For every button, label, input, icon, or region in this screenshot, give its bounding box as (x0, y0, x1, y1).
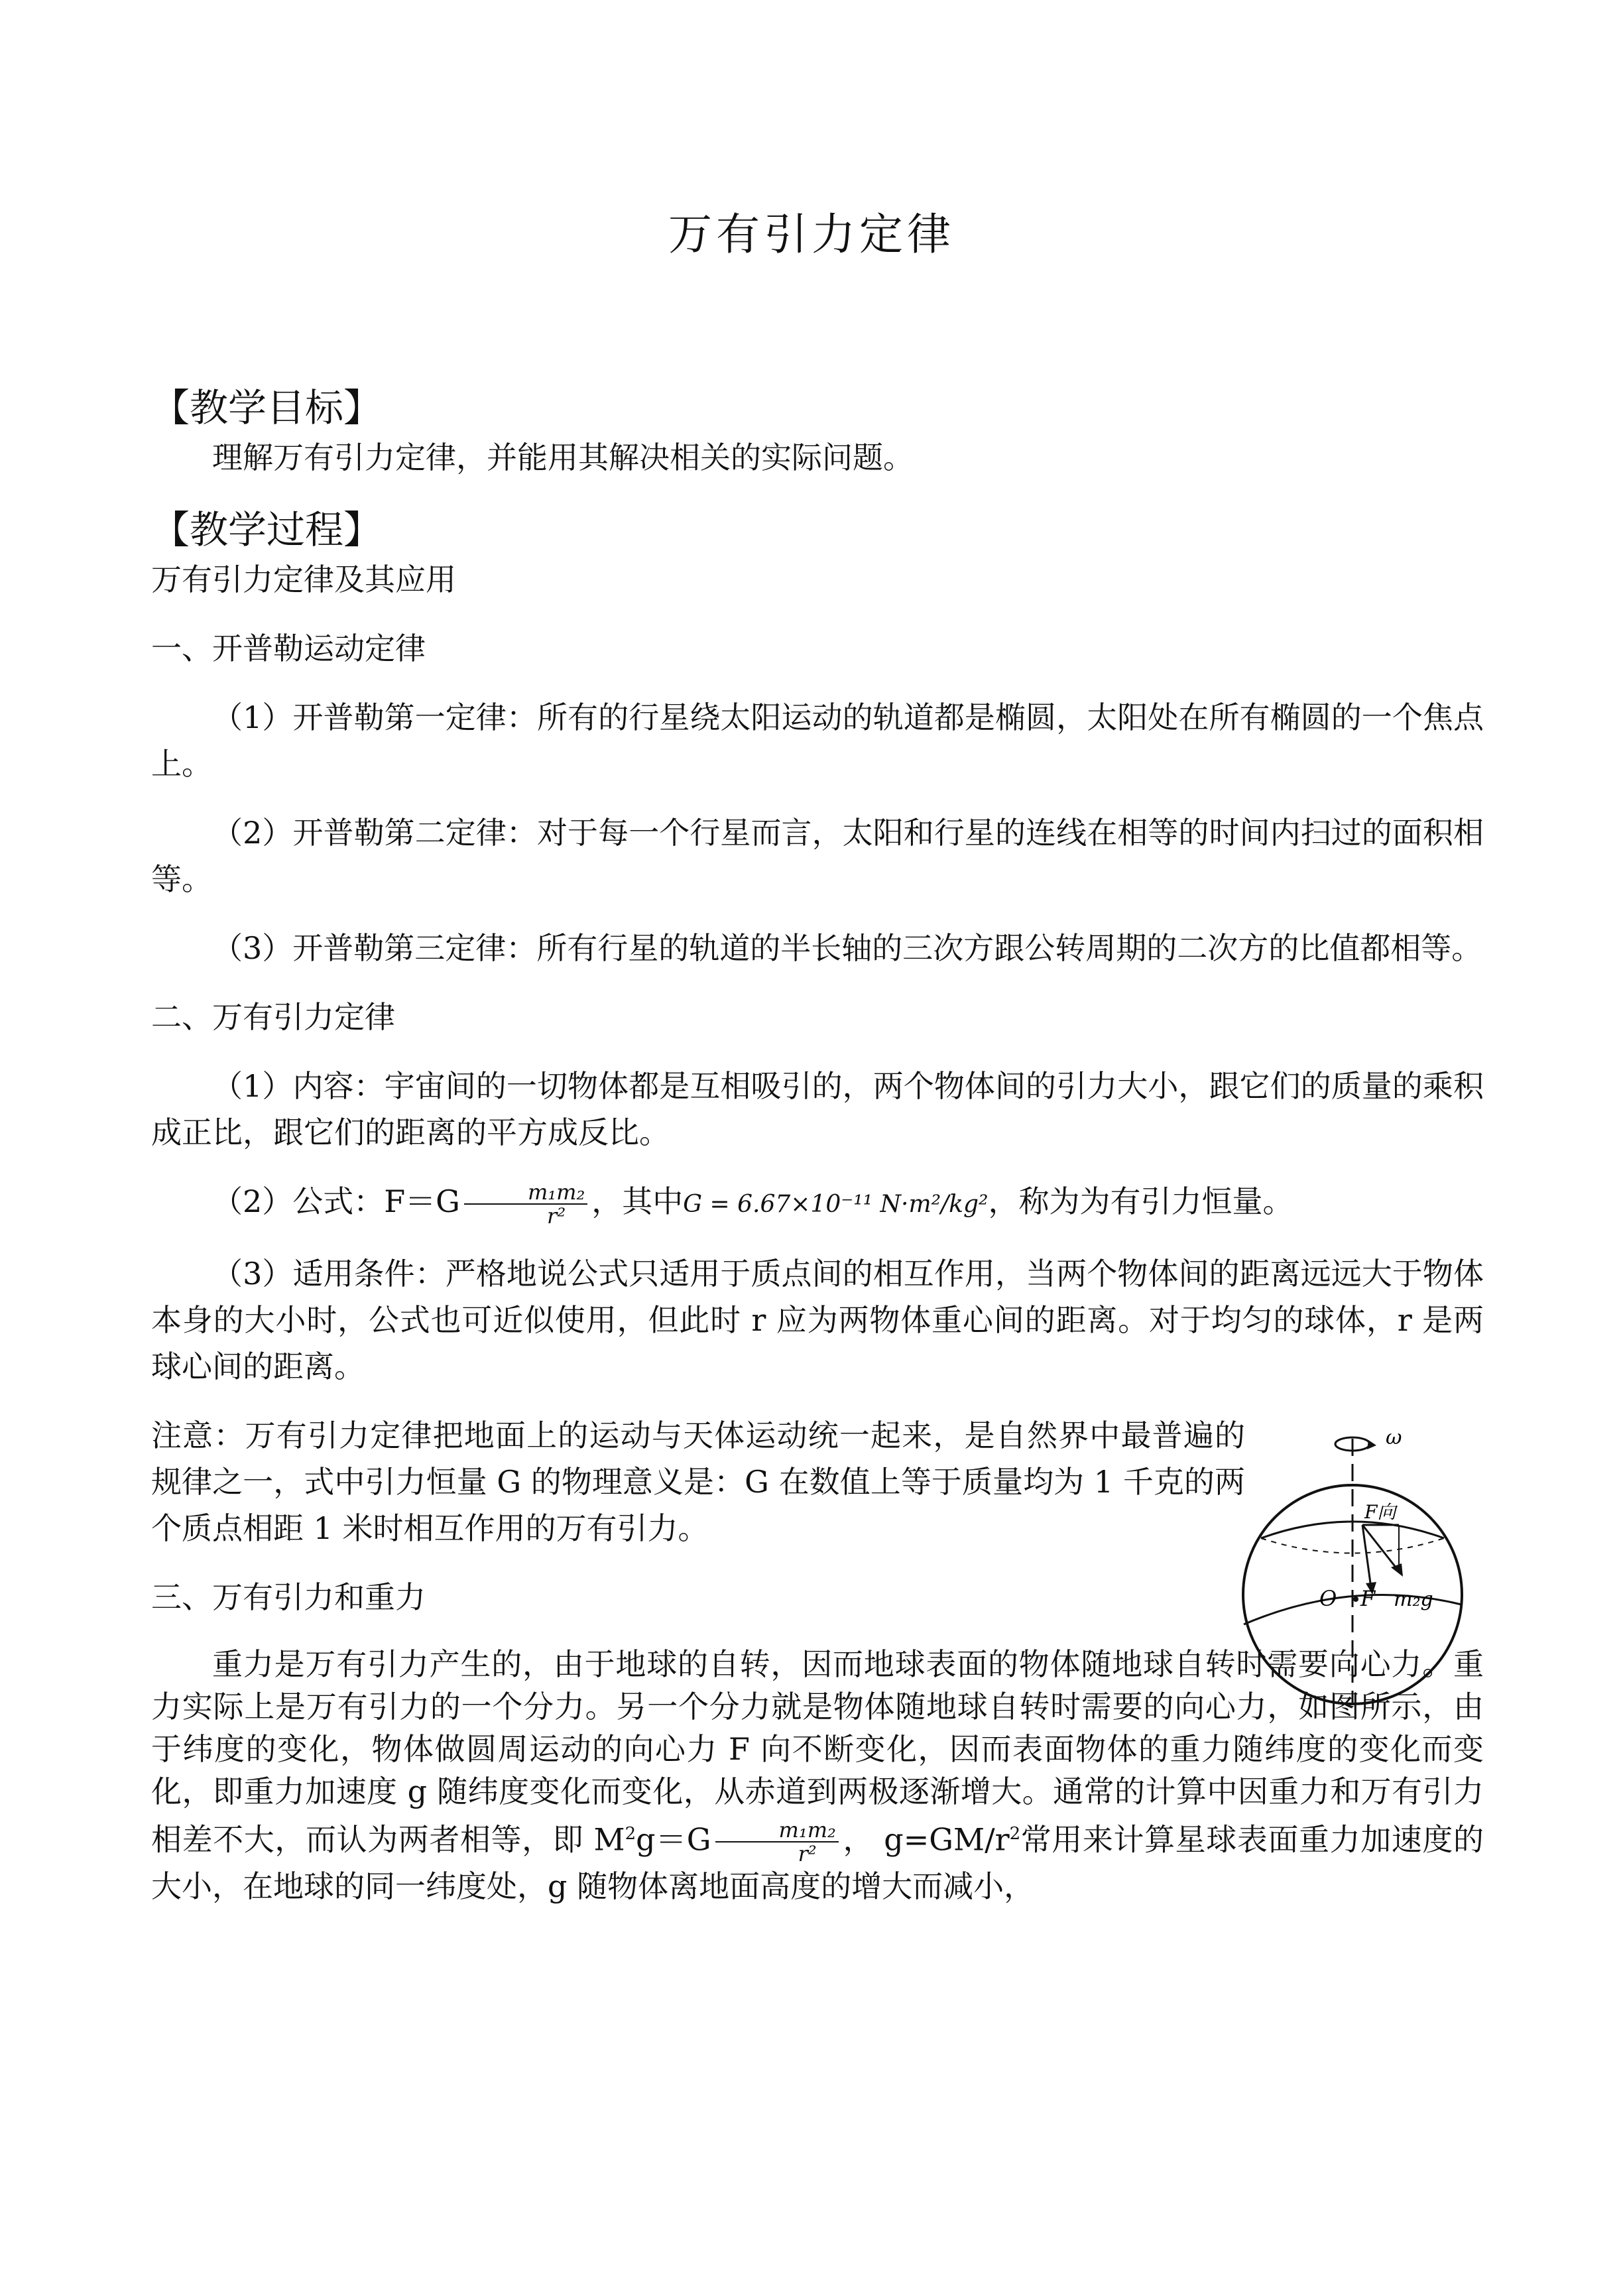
page-title: 万有引力定律 (668, 209, 955, 260)
gravity-fraction (715, 1819, 839, 1865)
goal-text: 理解万有引力定律，并能用其解决相关的实际问题。 (212, 440, 914, 475)
formula-mid: ，其中 (591, 1183, 684, 1219)
gravity-text-c: ， g=GM/r (842, 1821, 1010, 1858)
fraction-numerator: m₁m₂ (464, 1181, 587, 1205)
gravitation-formula (151, 1178, 1484, 1228)
process-heading: 【教学过程】 (151, 507, 383, 552)
omega-label: ω (1386, 1426, 1402, 1449)
gravitation-content: （1）内容：宇宙间的一切物体都是互相吸引的，两个物体间的引力大小，跟它们的质量的乘积成正比，跟它们的距离的平方成反比。 (151, 1068, 1484, 1150)
fraction-denominator: r² (547, 1203, 566, 1229)
force-f-label: F (1360, 1586, 1376, 1611)
section2-heading: 二、万有引力定律 (151, 999, 395, 1035)
gravity-text-d: 常用来计算星球表面重力加速度的大小，在地球的同一纬度处，g 随物体离地面高度的增大而减小， (151, 1821, 1484, 1905)
kepler-law-1: （1）开普勒第一定律：所有的行星绕太阳运动的轨道都是椭圆，太阳处在所有椭圆的一个焦点上。 (151, 699, 1484, 782)
gravity-text-a: 重力是万有引力产生的，由于地球的自转，因而地球表面的物体随地球自转时需要向心力。重力实际上是万有引力的一个分力。另一个分力就是物体随地球自转时需要的向心力，如图所示，由于纬度的变化，物体做圆周运动的向心力 F 向不断变化，因而表面物体的重力随纬度的变化而变化，即重力加速度 g 随纬度变化而变化，从赤道到两极逐渐增大。通常的计算中因重力和万有引力相差不大，而认为两者相等，即 M (151, 1646, 1484, 1858)
center-point (1353, 1597, 1358, 1602)
kepler-law-3: （3）开普勒第三定律：所有行星的轨道的半长轴的三次方跟公转周期的二次方的比值都相等。 (212, 930, 1482, 966)
section3-heading: 三、万有引力和重力 (151, 1579, 426, 1615)
section1-heading: 一、开普勒运动定律 (151, 631, 426, 666)
gravity-text-b: g＝G (636, 1821, 711, 1858)
topic-line: 万有引力定律及其应用 (151, 562, 456, 597)
gravity-fraction-numerator: m₁m₂ (715, 1819, 839, 1843)
m-superscript: 2 (625, 1824, 636, 1844)
applicable-conditions: （3）适用条件：严格地说公式只适用于质点间的相互作用，当两个物体间的距离远远大于物体本身的大小时，公式也可近似使用，但此时 r 应为两物体重心间的距离。对于均匀的球体，r 是两球心间的距离。 (151, 1256, 1484, 1384)
gravitational-constant: G = 6.67×10⁻¹¹ N·m²/kg² (683, 1191, 989, 1218)
gravity-arrowhead-icon (1391, 1563, 1403, 1577)
formula-fraction (464, 1181, 587, 1227)
gravity-fraction-denominator: r² (798, 1841, 817, 1867)
center-o-label: O (1319, 1586, 1337, 1611)
goal-heading: 【教学目标】 (151, 385, 383, 430)
note-paragraph: 注意：万有引力定律把地面上的运动与天体运动统一起来，是自然界中最普遍的规律之一，式中引力恒量 G 的物理意义是：G 在数值上等于质量均为 1 千克的两个质点相距 1 米时相互作用的万有引力。 (151, 1418, 1245, 1546)
formula-suffix: ，称为为有引力恒量。 (988, 1183, 1293, 1219)
r-superscript: 2 (1009, 1824, 1021, 1844)
earth-rotation-diagram (1220, 1425, 1498, 1724)
f-xiang-label: F向 (1364, 1501, 1396, 1523)
formula-prefix: （2）公式：F＝G (212, 1183, 460, 1219)
mg-label: m₂g (1394, 1588, 1433, 1611)
rotation-arrowhead-icon (1367, 1440, 1376, 1449)
kepler-law-2: （2）开普勒第二定律：对于每一个行星而言，太阳和行星的连线在相等的时间内扫过的面积相等。 (151, 815, 1484, 897)
